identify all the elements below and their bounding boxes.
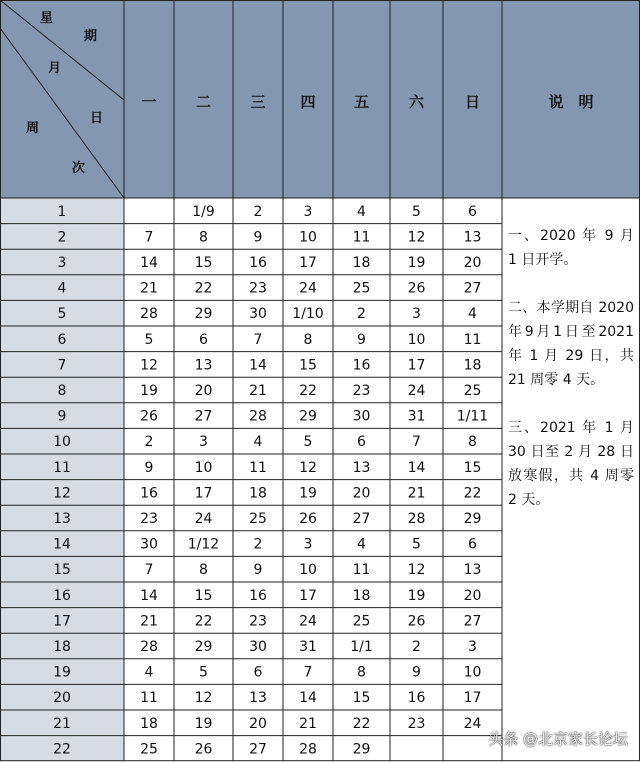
day-cell: 9: [144, 459, 154, 476]
week-number: 21: [53, 715, 71, 732]
week-number: 7: [57, 357, 67, 374]
week-number: 12: [53, 485, 71, 502]
day-cell: 29: [299, 408, 317, 425]
day-cell: 20: [463, 255, 482, 271]
week-number: 18: [53, 639, 71, 655]
week-number: 2: [57, 229, 67, 246]
day-cell: 15: [194, 587, 213, 604]
day-cell: 9: [253, 562, 263, 579]
week-number: 17: [53, 613, 71, 630]
day-cell: 16: [249, 587, 267, 604]
day-cell: 21: [140, 280, 158, 297]
week-number: 11: [53, 459, 71, 476]
day-cell: 24: [194, 511, 213, 527]
day-cell: 22: [299, 383, 317, 399]
week-number: 22: [53, 741, 71, 758]
week-number: 19: [53, 664, 71, 681]
day-cell: 25: [352, 280, 371, 297]
day-cell: 3: [303, 203, 313, 220]
day-cell: 2: [412, 639, 421, 655]
day-cell: 17: [299, 255, 317, 271]
day-cell: 4: [253, 434, 263, 451]
day-cell: 2: [144, 434, 154, 451]
day-cell: 1/9: [192, 203, 215, 220]
day-cell: 5: [144, 331, 154, 348]
day-cell: 25: [249, 511, 267, 527]
day-cell: 7: [144, 562, 154, 579]
day-cell: 16: [140, 485, 158, 502]
day-cell: 19: [194, 715, 213, 732]
day-cell: 30: [140, 536, 158, 553]
day-cell: 8: [303, 331, 313, 348]
day-cell: 22: [194, 613, 213, 630]
week-number: 4: [57, 280, 67, 297]
notes-panel: [508, 224, 634, 536]
day-cell: 2: [253, 203, 263, 220]
day-cell: 6: [468, 536, 477, 553]
day-cell: 31: [407, 408, 426, 425]
day-cell: 10: [407, 331, 426, 348]
note-1: 一、2020 年 9 月 1 日开学。: [508, 228, 634, 268]
day-cell: 11: [249, 459, 267, 476]
day-cell: 16: [249, 255, 267, 271]
day-cell: 18: [463, 357, 482, 374]
day-cell: 11: [352, 229, 371, 246]
corner-label-xing: 星: [40, 11, 54, 26]
day-cell: 23: [249, 613, 267, 630]
day-cell: 22: [463, 485, 482, 502]
day-cell: 1/1: [350, 639, 373, 655]
day-cell: 20: [463, 587, 482, 604]
day-cell: 25: [140, 741, 158, 758]
day-cell: 27: [352, 511, 371, 527]
day-cell: 4: [468, 306, 477, 323]
corner-label-ci: 次: [72, 161, 86, 176]
corner-label-ri: 日: [90, 111, 104, 126]
day-cell: 28: [140, 639, 158, 655]
day-cell: 30: [249, 639, 267, 655]
day-cell: 28: [249, 408, 267, 425]
corner-label-zhou: 周: [26, 121, 40, 136]
day-cell: 26: [194, 741, 213, 758]
watermark: 头条 @北京家长论坛: [488, 730, 628, 748]
day-cell: 28: [299, 741, 317, 758]
weekday-header-1: 一: [141, 93, 157, 111]
day-cell: 5: [199, 664, 208, 681]
day-cell: 19: [299, 485, 317, 502]
day-cell: 27: [463, 613, 482, 630]
day-cell: 14: [140, 255, 158, 271]
day-cell: 4: [144, 664, 154, 681]
weekday-header-7: 日: [464, 93, 481, 111]
day-cell: 30: [249, 306, 267, 323]
day-cell: 22: [194, 280, 213, 297]
day-cell: 27: [463, 280, 482, 297]
day-cell: 21: [407, 485, 426, 502]
day-cell: 22: [352, 715, 371, 732]
week-number: 1: [57, 203, 67, 220]
day-cell: 25: [463, 383, 482, 399]
day-cell: 24: [407, 383, 426, 399]
day-cell: 2: [253, 536, 263, 553]
day-cell: 29: [194, 306, 213, 323]
day-cell: 23: [407, 715, 426, 732]
day-cell: 7: [253, 331, 263, 348]
day-cell: 26: [407, 280, 426, 297]
day-cell: 18: [352, 255, 371, 271]
day-cell: 17: [463, 690, 482, 707]
day-cell: 10: [463, 664, 482, 681]
day-cell: 14: [249, 357, 267, 374]
day-cell: 18: [249, 485, 267, 502]
day-cell: 17: [299, 587, 317, 604]
week-number: 9: [57, 408, 67, 425]
day-cell: 15: [299, 357, 317, 374]
note-3: 三、2021 年 1 月 30 日至 2 月 28 日放寒假，共 4 周零 2 天。: [508, 420, 634, 508]
week-number: 8: [57, 383, 67, 399]
day-cell: 1/12: [187, 536, 220, 553]
day-cell: 9: [253, 229, 263, 246]
weekday-header-4: 四: [300, 93, 316, 111]
weekday-header-2: 二: [195, 93, 212, 111]
day-cell: 6: [199, 331, 208, 348]
day-cell: 6: [468, 203, 477, 220]
day-cell: 12: [140, 357, 158, 374]
week-number: 5: [57, 306, 67, 323]
day-cell: 4: [357, 203, 366, 220]
day-cell: 1/10: [292, 306, 324, 323]
week-number: 20: [53, 690, 71, 707]
day-cell: 15: [352, 690, 371, 707]
day-cell: 3: [199, 434, 208, 451]
day-cell: 4: [357, 536, 366, 553]
week-number: 6: [57, 331, 67, 348]
week-number: 15: [53, 562, 71, 579]
day-cell: 6: [357, 434, 366, 451]
day-cell: 25: [352, 613, 371, 630]
day-cell: 26: [140, 408, 158, 425]
day-cell: 14: [140, 587, 158, 604]
week-number: 13: [53, 511, 71, 527]
day-cell: 13: [194, 357, 213, 374]
day-cell: 23: [249, 280, 267, 297]
day-cell: 17: [407, 357, 426, 374]
day-cell: 21: [249, 383, 267, 399]
day-cell: 19: [407, 255, 426, 271]
day-cell: 5: [412, 203, 421, 220]
weekday-header-6: 六: [408, 93, 425, 111]
day-cell: 8: [357, 664, 366, 681]
day-cell: 10: [299, 229, 317, 246]
day-cell: 14: [407, 459, 426, 476]
day-cell: 21: [140, 613, 158, 630]
day-cell: 23: [352, 383, 371, 399]
corner-label-yue: 月: [48, 61, 62, 76]
day-cell: 28: [140, 306, 158, 323]
day-cell: 21: [299, 715, 317, 732]
day-cell: 26: [407, 613, 426, 630]
day-cell: 12: [299, 459, 317, 476]
day-cell: 9: [412, 664, 421, 681]
day-cell: 24: [299, 280, 317, 297]
day-cell: 11: [140, 690, 158, 707]
day-cell: 10: [299, 562, 317, 579]
day-cell: 27: [249, 741, 267, 758]
day-cell: 1/11: [456, 408, 489, 425]
day-cell: 8: [468, 434, 477, 451]
day-cell: 5: [412, 536, 421, 553]
day-cell: 10: [194, 459, 213, 476]
day-cell: 3: [412, 306, 421, 323]
day-cell: 20: [194, 383, 213, 399]
week-number: 3: [57, 255, 67, 271]
day-cell: 2: [357, 306, 366, 323]
corner-label-qi: 期: [84, 29, 98, 44]
day-cell: 19: [407, 587, 426, 604]
day-cell: 3: [303, 536, 313, 553]
day-cell: 15: [463, 459, 482, 476]
day-cell: 5: [303, 434, 313, 451]
day-cell: 7: [412, 434, 421, 451]
weekday-header-5: 五: [353, 93, 370, 111]
day-cell: 19: [140, 383, 158, 399]
day-cell: 8: [199, 229, 208, 246]
weekday-header-3: 三: [250, 93, 266, 111]
day-cell: 6: [253, 664, 263, 681]
day-cell: 8: [199, 562, 208, 579]
day-cell: 18: [352, 587, 371, 604]
week-number: 10: [53, 434, 71, 451]
day-cell: 13: [249, 690, 267, 707]
day-cell: 31: [299, 639, 317, 655]
day-cell: 16: [352, 357, 371, 374]
day-cell: 12: [194, 690, 213, 707]
week-number: 14: [53, 536, 71, 553]
notes-header: 说 明: [548, 93, 594, 111]
day-cell: 27: [194, 408, 213, 425]
day-cell: 13: [463, 562, 482, 579]
day-cell: 11: [463, 331, 482, 348]
day-cell: 24: [299, 613, 317, 630]
day-cell: 29: [463, 511, 482, 527]
day-cell: 20: [352, 485, 371, 502]
day-cell: 9: [357, 331, 366, 348]
day-cell: 12: [407, 562, 426, 579]
day-cell: 23: [140, 511, 158, 527]
day-cell: 13: [463, 229, 482, 246]
week-number: 16: [53, 587, 71, 604]
day-cell: 20: [249, 715, 267, 732]
day-cell: 30: [352, 408, 371, 425]
day-cell: 15: [194, 255, 213, 271]
day-cell: 3: [468, 639, 477, 655]
day-cell: 24: [463, 715, 482, 732]
day-cell: 26: [299, 511, 317, 527]
day-cell: 14: [299, 690, 317, 707]
day-cell: 17: [194, 485, 213, 502]
day-cell: 16: [407, 690, 426, 707]
day-cell: 11: [352, 562, 371, 579]
day-cell: 7: [303, 664, 313, 681]
day-cell: 28: [407, 511, 426, 527]
day-cell: 12: [407, 229, 426, 246]
day-cell: 18: [140, 715, 158, 732]
day-cell: 29: [194, 639, 213, 655]
day-cell: 13: [352, 459, 371, 476]
day-cell: 7: [144, 229, 154, 246]
note-2: 二、本学期自 2020 年9月1日至2021 年 1 月 29 日，共 21 周零 4 天。: [508, 300, 634, 388]
day-cell: 29: [352, 741, 371, 758]
